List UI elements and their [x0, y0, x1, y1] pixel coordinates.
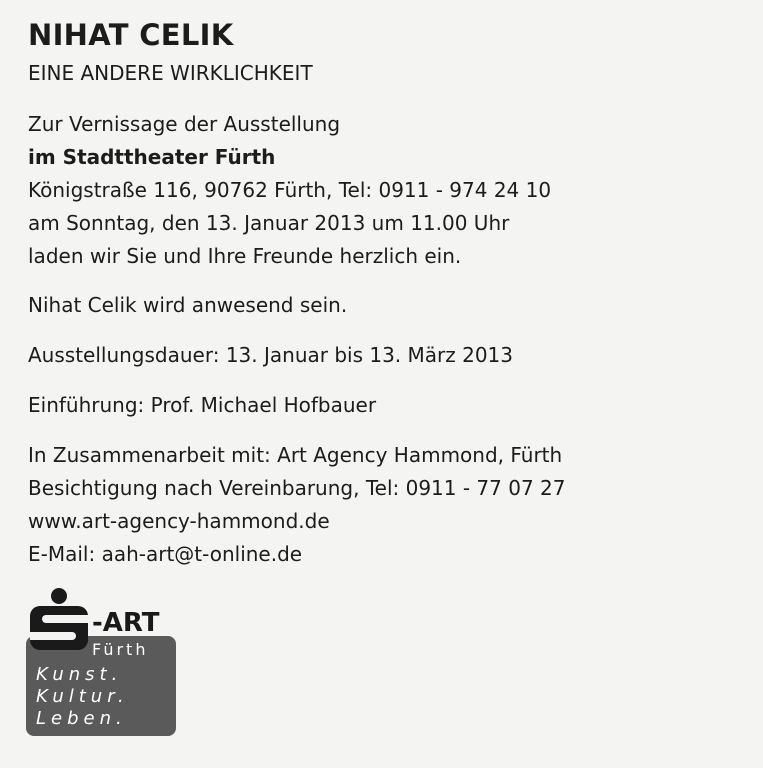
exhibition-duration: Ausstellungsdauer: 13. Januar bis 13. März 2013 [28, 343, 514, 367]
logo-slogan-leben: Leben. [36, 708, 127, 729]
artist-name: NIHAT CELIK [28, 18, 234, 52]
email-link[interactable]: E-Mail: aah-art@t-online.de [28, 542, 303, 566]
sparkasse-s-icon [30, 588, 88, 650]
venue-address: Königstraße 116, 90762 Fürth, Tel: 0911 - 974 24 10 [28, 178, 552, 202]
artist-presence: Nihat Celik wird anwesend sein. [28, 293, 348, 317]
logo-slogan-kunst: Kunst. [36, 664, 123, 685]
introduction: Einführung: Prof. Michael Hofbauer [28, 393, 377, 417]
logo-slogan-kultur: Kultur. [36, 686, 129, 707]
event-date: am Sonntag, den 13. Januar 2013 um 11.00 Uhr [28, 211, 510, 235]
cooperation: In Zusammenarbeit mit: Art Agency Hammond, Fürth [28, 443, 563, 467]
venue: im Stadttheater Fürth [28, 145, 276, 169]
invite-text: laden wir Sie und Ihre Freunde herzlich ein. [28, 244, 462, 268]
vernissage-line: Zur Vernissage der Ausstellung [28, 112, 341, 136]
exhibition-title: EINE ANDERE WIRKLICHKEIT [28, 61, 313, 85]
website-link[interactable]: www.art-agency-hammond.de [28, 509, 330, 533]
s-art-logo [26, 588, 178, 738]
logo-city: Fürth [92, 640, 149, 659]
viewing-info: Besichtigung nach Vereinbarung, Tel: 0911 - 77 07 27 [28, 476, 566, 500]
logo-brand: -ART [92, 608, 160, 638]
